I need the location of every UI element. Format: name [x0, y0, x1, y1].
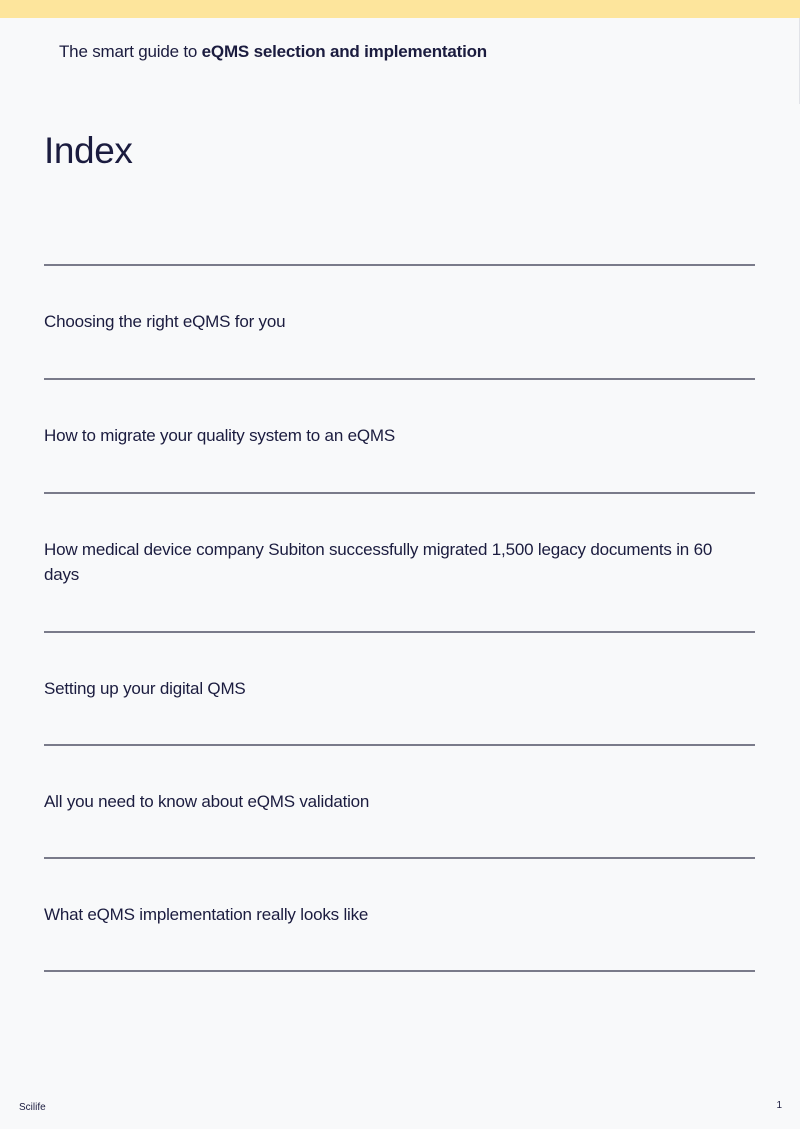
index-item: [44, 266, 755, 378]
index-link-label: All you need to know about eQMS validation: [44, 792, 370, 811]
index-link-label: Setting up your digital QMS: [44, 679, 246, 698]
index-link-eqms-implementation[interactable]: [44, 859, 755, 970]
index-link-label: What eQMS implementation really looks like: [44, 905, 369, 924]
index-link-subiton-case-study[interactable]: [44, 494, 755, 631]
index-item: [44, 494, 755, 631]
index-link-setting-up-digital-qms[interactable]: [44, 633, 755, 744]
running-header-lead: The smart guide to: [59, 42, 202, 61]
top-accent-band: [0, 0, 800, 18]
index-link-eqms-validation[interactable]: [44, 746, 755, 857]
footer-brand: Scilife: [19, 1102, 46, 1113]
index-link-choosing-eqms[interactable]: [44, 266, 755, 378]
running-header-bold: eQMS selection and implementation: [201, 42, 487, 61]
index-link-migrate-quality-system[interactable]: [44, 380, 755, 492]
index-link-label: How to migrate your quality system to an eQMS: [44, 426, 395, 445]
index-link-label: How medical device company Subiton successfully migrated 1,500 legacy documents in 60 days: [44, 540, 713, 584]
index-item: [44, 859, 755, 970]
page-title: Index: [44, 130, 133, 171]
running-header: [59, 41, 487, 63]
index-divider: [44, 970, 755, 972]
index-item: [44, 746, 755, 857]
index-item: [44, 380, 755, 492]
page-number: 1: [776, 1100, 782, 1111]
index-link-label: Choosing the right eQMS for you: [44, 312, 286, 331]
index-list: [44, 264, 755, 972]
index-item: [44, 633, 755, 744]
